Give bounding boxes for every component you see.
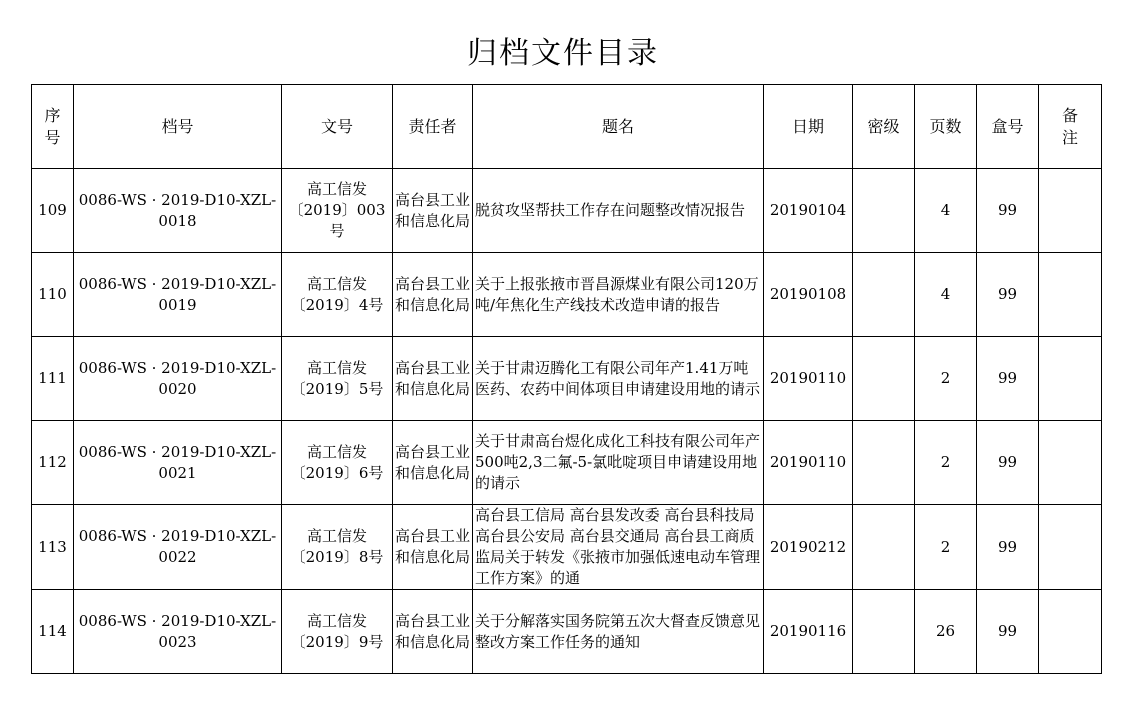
- header-remark: [1039, 85, 1102, 169]
- cell-box: 99: [977, 421, 1039, 505]
- cell-pages: 4: [915, 253, 977, 337]
- cell-seq: 111: [32, 337, 74, 421]
- cell-remark: [1039, 253, 1102, 337]
- table-row: [32, 169, 1102, 253]
- table-row: [32, 505, 1102, 590]
- archive-table: [31, 84, 1102, 674]
- cell-date: 20190110: [764, 337, 853, 421]
- cell-subject-text: 高台县工信局 高台县发改委 高台县科技局 高台县公安局 高台县交通局 高台县工商质监局关于转发《张掖市加强低速电动车管理工作方案》的通: [475, 506, 761, 587]
- header-remark-line1: 备: [1061, 105, 1078, 125]
- cell-doc-no: 高工信发〔2019〕6号: [282, 421, 393, 505]
- page-title: 归档文件目录: [467, 36, 659, 71]
- table-row: [32, 421, 1102, 505]
- cell-security: [853, 505, 915, 590]
- cell-seq: 112: [32, 421, 74, 505]
- table-header: [32, 85, 1102, 169]
- cell-date: 20190116: [764, 590, 853, 674]
- cell-pages: 26: [915, 590, 977, 674]
- table-body: [32, 169, 1102, 674]
- cell-responsible: 高台县工业和信息化局: [393, 505, 473, 590]
- cell-subject: [473, 253, 764, 337]
- cell-subject-text: 脱贫攻坚帮扶工作存在问题整改情况报告: [475, 201, 746, 219]
- cell-doc-no: 高工信发〔2019〕003号: [282, 169, 393, 253]
- cell-responsible: 高台县工业和信息化局: [393, 337, 473, 421]
- cell-responsible: 高台县工业和信息化局: [393, 169, 473, 253]
- cell-pages: 4: [915, 169, 977, 253]
- cell-seq: 113: [32, 505, 74, 590]
- cell-doc-no: 高工信发〔2019〕4号: [282, 253, 393, 337]
- cell-seq: 110: [32, 253, 74, 337]
- header-date: 日期: [764, 85, 853, 169]
- cell-date: 20190110: [764, 421, 853, 505]
- cell-subject: [473, 169, 764, 253]
- cell-security: [853, 590, 915, 674]
- cell-responsible: 高台县工业和信息化局: [393, 253, 473, 337]
- header-seq-line1: 序: [44, 105, 61, 125]
- table-row: [32, 253, 1102, 337]
- header-responsible: 责任者: [393, 85, 473, 169]
- cell-date: 20190104: [764, 169, 853, 253]
- cell-security: [853, 169, 915, 253]
- cell-remark: [1039, 590, 1102, 674]
- cell-subject: [473, 505, 764, 590]
- cell-box: 99: [977, 337, 1039, 421]
- cell-file-no: 0086-WS · 2019-D10-XZL-0023: [74, 590, 282, 674]
- cell-file-no: 0086-WS · 2019-D10-XZL-0022: [74, 505, 282, 590]
- header-seq: [32, 85, 74, 169]
- cell-subject-text: 关于甘肃高台煜化成化工科技有限公司年产500吨2,3二氟-5-氯吡啶项目申请建设用地的请示: [475, 432, 761, 492]
- cell-file-no: 0086-WS · 2019-D10-XZL-0020: [74, 337, 282, 421]
- header-remark-line2: 注: [1061, 127, 1078, 147]
- cell-box: 99: [977, 590, 1039, 674]
- cell-date: 20190108: [764, 253, 853, 337]
- cell-file-no: 0086-WS · 2019-D10-XZL-0021: [74, 421, 282, 505]
- cell-security: [853, 253, 915, 337]
- table-row: [32, 337, 1102, 421]
- cell-subject-text: 关于分解落实国务院第五次大督查反馈意见整改方案工作任务的通知: [475, 611, 761, 651]
- cell-pages: 2: [915, 505, 977, 590]
- cell-security: [853, 337, 915, 421]
- header-box: 盒号: [977, 85, 1039, 169]
- header-seq-line2: 号: [44, 127, 61, 147]
- cell-subject-text: 关于上报张掖市晋昌源煤业有限公司120万吨/年焦化生产线技术改造申请的报告: [475, 274, 759, 314]
- cell-subject: [473, 337, 764, 421]
- header-security: 密级: [853, 85, 915, 169]
- cell-subject: [473, 590, 764, 674]
- cell-doc-no: 高工信发〔2019〕9号: [282, 590, 393, 674]
- cell-date: 20190212: [764, 505, 853, 590]
- table-row: [32, 590, 1102, 674]
- cell-responsible: 高台县工业和信息化局: [393, 421, 473, 505]
- cell-doc-no: 高工信发〔2019〕5号: [282, 337, 393, 421]
- cell-doc-no: 高工信发〔2019〕8号: [282, 505, 393, 590]
- cell-subject-text: 关于甘肃迈腾化工有限公司年产1.41万吨医药、农药中间体项目申请建设用地的请示: [475, 358, 761, 398]
- header-pages: 页数: [915, 85, 977, 169]
- cell-remark: [1039, 337, 1102, 421]
- cell-file-no: 0086-WS · 2019-D10-XZL-0019: [74, 253, 282, 337]
- cell-seq: 109: [32, 169, 74, 253]
- cell-remark: [1039, 169, 1102, 253]
- cell-security: [853, 421, 915, 505]
- cell-subject: [473, 421, 764, 505]
- cell-box: 99: [977, 169, 1039, 253]
- header-file-no: 档号: [74, 85, 282, 169]
- cell-pages: 2: [915, 337, 977, 421]
- cell-box: 99: [977, 253, 1039, 337]
- cell-remark: [1039, 421, 1102, 505]
- cell-pages: 2: [915, 421, 977, 505]
- cell-seq: 114: [32, 590, 74, 674]
- cell-remark: [1039, 505, 1102, 590]
- header-doc-no: 文号: [282, 85, 393, 169]
- cell-box: 99: [977, 505, 1039, 590]
- cell-file-no: 0086-WS · 2019-D10-XZL-0018: [74, 169, 282, 253]
- header-subject: 题名: [473, 85, 764, 169]
- cell-responsible: 高台县工业和信息化局: [393, 590, 473, 674]
